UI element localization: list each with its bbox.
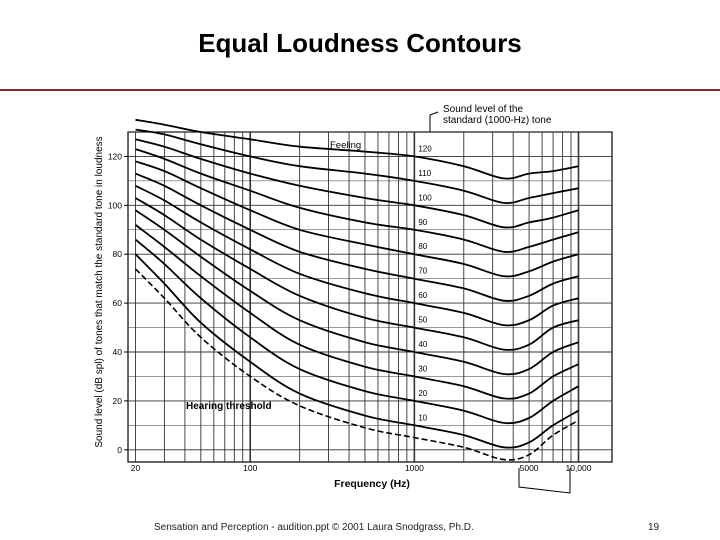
- contour-label-70: 70: [418, 266, 428, 276]
- page-number: 19: [648, 522, 660, 533]
- contour-label-110: 110: [418, 168, 432, 178]
- slide-title: Equal Loudness Contours: [198, 28, 522, 58]
- y-tick-label: 100: [107, 200, 122, 211]
- y-tick-label: 80: [112, 249, 122, 260]
- hearing-threshold-label: Hearing threshold: [186, 401, 272, 412]
- contour-label-80: 80: [418, 242, 428, 252]
- contour-label-90: 90: [418, 217, 428, 227]
- contour-label-10: 10: [418, 413, 428, 423]
- y-tick-label: 60: [112, 298, 122, 309]
- contour-label-120: 120: [418, 144, 432, 154]
- contour-label-100: 100: [418, 193, 432, 203]
- axes: [108, 151, 592, 473]
- contour-label-50: 50: [418, 315, 428, 325]
- y-tick-label: 40: [112, 347, 122, 357]
- x-tick-label: 10,000: [565, 463, 592, 473]
- footer-credit: Sensation and Perception - audition.ppt © 2001 Laura Snodgrass, Ph.D.: [154, 522, 474, 533]
- y-axis-label: Sound level (dB spl) of tones that match the standard tone in loudness: [94, 136, 105, 448]
- standard-tone-label-line1: Sound level of the: [443, 104, 524, 115]
- contour-label-20: 20: [418, 388, 428, 398]
- y-tick-label: 20: [112, 395, 122, 406]
- contour-label-30: 30: [418, 364, 428, 374]
- x-tick-label: 20: [130, 463, 141, 473]
- feeling-label: Feeling: [330, 140, 362, 151]
- x-tick-label: 100: [243, 463, 258, 473]
- standard-tone-annotation: [430, 104, 552, 132]
- standard-tone-label-line2: standard (1000-Hz) tone: [443, 115, 552, 126]
- loudness-contour-70: [136, 174, 579, 301]
- loudness-contour-10: [136, 254, 579, 447]
- y-tick-label: 120: [107, 151, 122, 162]
- contour-label-60: 60: [418, 291, 428, 301]
- standard-tone-bracket: [430, 112, 438, 132]
- contour-label-40: 40: [418, 340, 428, 349]
- y-tick-label: 0: [117, 444, 122, 455]
- x-tick-label: 5000: [519, 463, 539, 473]
- loudness-contour-90: [136, 149, 579, 252]
- x-axis-label: Frequency (Hz): [334, 478, 410, 490]
- x-tick-label: 1000: [404, 463, 424, 473]
- loudness-contour-100: [136, 139, 579, 227]
